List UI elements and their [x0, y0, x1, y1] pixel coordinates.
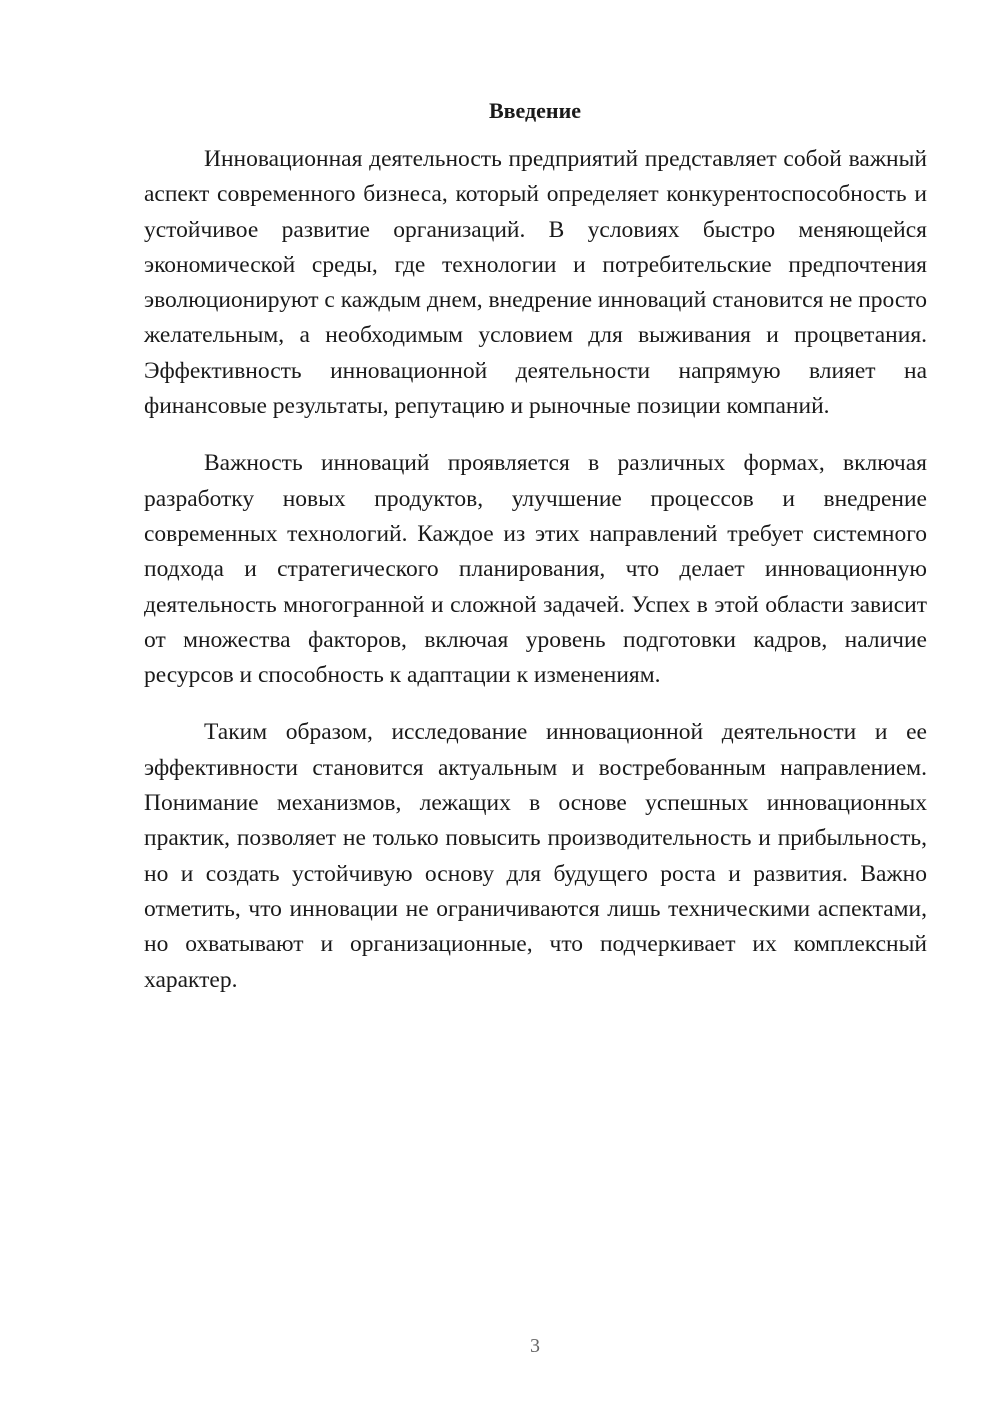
document-body	[144, 142, 927, 1020]
paragraph-2: Важность инноваций проявляется в различных формах, включая разработку новых продуктов, улучшение процессов и внедрение современных технологий. Каждое из этих направлений требует системного подхода и стратегического планирования, что делает инновационную деятельность многогранной и сложной задачей. Успех в этой области зависит от множества факторов, включая уровень подготовки кадров, наличие ресурсов и способность к адаптации к изменениям.	[144, 450, 927, 689]
paragraph-3: Таким образом, исследование инновационной деятельности и ее эффективности становится актуальным и востребованным направлением. Понимание механизмов, лежащих в основе успешных инновационных практик, позволяет не только повысить производительность и прибыльность, но и создать устойчивую основу для будущего роста и развития. Важно отметить, что инновации не ограничиваются лишь техническими аспектами, но охватывают и организационные, что подчеркивает их комплексный характер.	[144, 719, 927, 993]
page-title: Введение	[488, 98, 582, 123]
page-number: 3	[530, 1335, 540, 1357]
paragraph-1: Инновационная деятельность предприятий представляет собой важный аспект современного бизнеса, который определяет конкурентоспособность и устойчивое развитие организаций. В условиях быстро меняющейся экономической среды, где технологии и потребительские предпочтения эволюционируют с каждым днем, внедрение инноваций становится не просто желательным, а необходимым условием для выживания и процветания. Эффективность инновационной деятельности напрямую влияет на финансовые результаты, репутацию и рыночные позиции компаний.	[144, 146, 927, 420]
